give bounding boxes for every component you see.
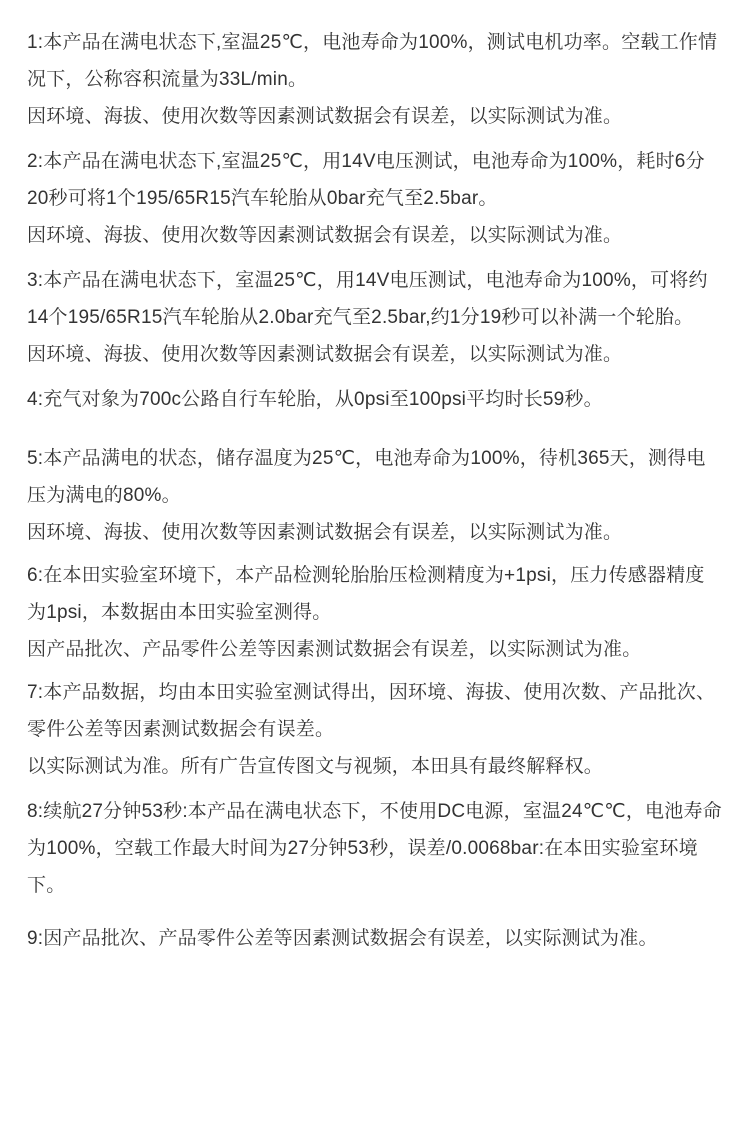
note-item [27,557,723,668]
note-item [27,793,723,904]
note-item [27,143,723,254]
note-paragraph: 因环境、海拔、使用次数等因素测试数据会有误差，以实际测试为准。 [27,106,623,127]
note-paragraph: 1:本产品在满电状态下,室温25℃，电池寿命为100%，测试电机功率。空载工作情况下，公称容积流量为33L/min。 [27,32,718,90]
note-paragraph: 2:本产品在满电状态下,室温25℃，用14V电压测试，电池寿命为100%，耗时6分20秒可将1个195/65R15汽车轮胎从0bar充气至2.5bar。 [27,151,705,209]
note-item [27,381,723,418]
note-paragraph: 因环境、海拔、使用次数等因素测试数据会有误差，以实际测试为准。 [27,344,623,365]
notes-list [27,24,723,957]
note-paragraph: 7:本产品数据，均由本田实验室测试得出，因环境、海拔、使用次数、产品批次、零件公差等因素测试数据会有误差。 [27,682,716,740]
note-paragraph: 因环境、海拔、使用次数等因素测试数据会有误差，以实际测试为准。 [27,522,623,543]
note-paragraph: 6:在本田实验室环境下，本产品检测轮胎胎压检测精度为+1psi，压力传感器精度为1psi，本数据由本田实验室测得。 [27,565,705,623]
note-paragraph: 因环境、海拔、使用次数等因素测试数据会有误差，以实际测试为准。 [27,225,623,246]
note-item [27,440,723,551]
note-paragraph: 8:续航27分钟53秒:本产品在满电状态下，不使用DC电源，室温24℃℃，电池寿命为100%，空载工作最大时间为27分钟53秒，误差/0.0068bar:在本田实验室环境下。 [27,801,722,896]
note-paragraph: 5:本产品满电的状态，储存温度为25℃，电池寿命为100%，待机365天，测得电压为满电的80%。 [27,448,706,506]
note-paragraph: 3:本产品在满电状态下，室温25℃，用14V电压测试，电池寿命为100%，可将约14个195/65R15汽车轮胎从2.0bar充气至2.5bar,约1分19秒可以补满一个轮胎。 [27,270,708,328]
note-item [27,262,723,373]
note-item [27,24,723,135]
note-paragraph: 4:充气对象为700c公路自行车轮胎，从0psi至100psi平均时长59秒。 [27,389,603,410]
note-item [27,920,723,957]
note-paragraph: 9:因产品批次、产品零件公差等因素测试数据会有误差，以实际测试为准。 [27,928,658,949]
note-item [27,674,723,785]
note-paragraph: 以实际测试为准。所有广告宣传图文与视频，本田具有最终解释权。 [27,756,604,777]
note-paragraph: 因产品批次、产品零件公差等因素测试数据会有误差，以实际测试为准。 [27,639,642,660]
